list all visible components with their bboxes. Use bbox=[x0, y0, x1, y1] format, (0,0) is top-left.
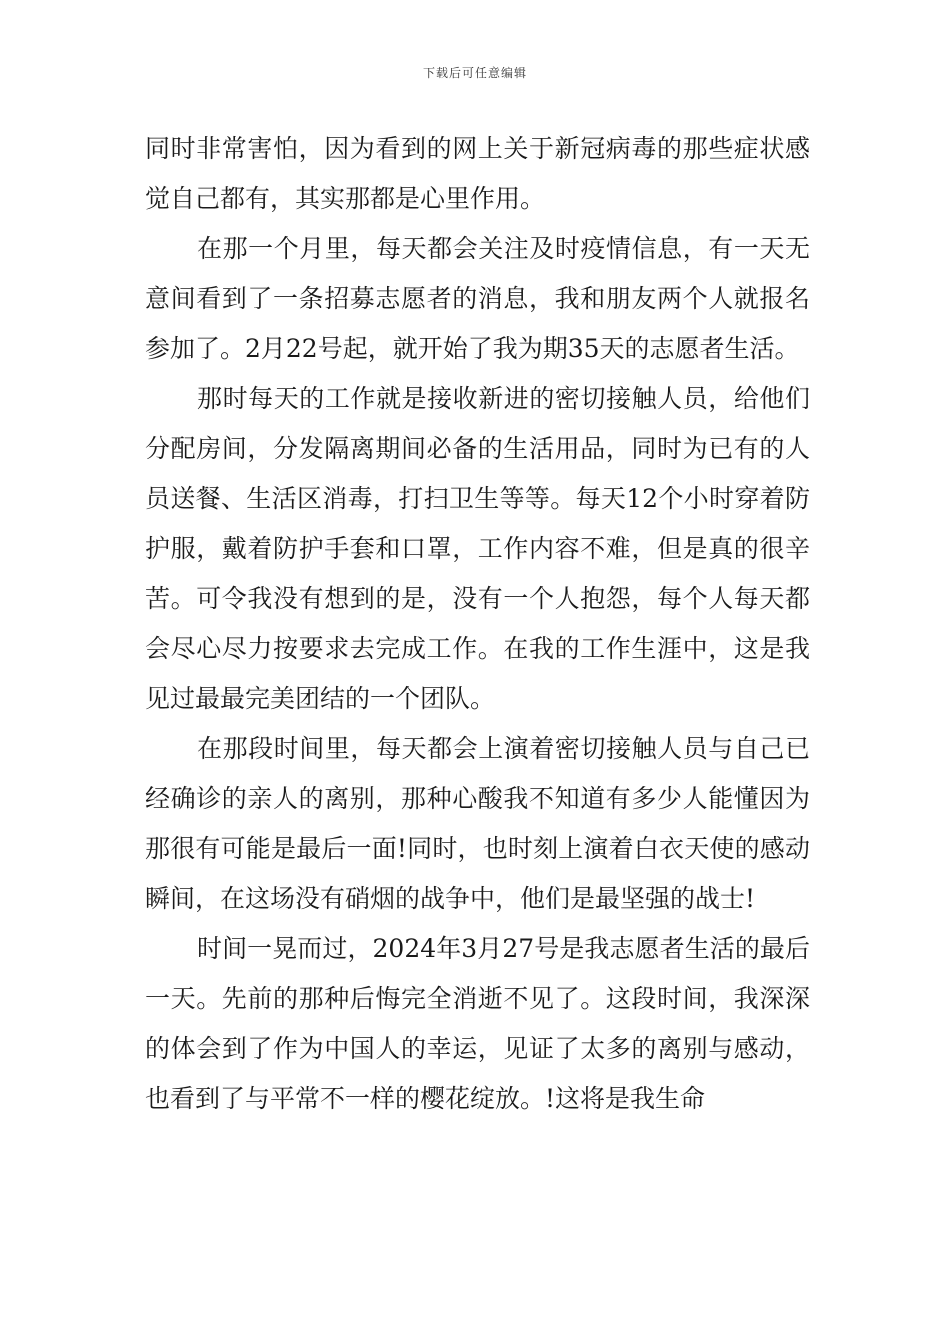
page-header: 下载后可任意编辑 bbox=[422, 66, 527, 80]
paragraph: 那时每天的工作就是接收新进的密切接触人员，给他们分配房间，分发隔离期间必备的生活用品，同时为已有的人员送餐、生活区消毒，打扫卫生等等。每天12个小时穿着防护服，戴着防护手套和口罩，工作内容不难，但是真的很辛苦。可令我没有想到的是，没有一个人抱怨，每个人每天都会尽心尽力按要求去完成工作。在我的工作生涯中，这是我见过最最完美团结的一个团队。 bbox=[145, 384, 810, 713]
paragraph: 在那一个月里，每天都会关注及时疫情信息，有一天无意间看到了一条招募志愿者的消息，我和朋友两个人就报名参加了。2月22号起，就开始了我为期35天的志愿者生活。 bbox=[145, 234, 810, 363]
document-body bbox=[145, 124, 810, 1124]
paragraph: 同时非常害怕，因为看到的网上关于新冠病毒的那些症状感觉自己都有，其实那都是心里作用。 bbox=[145, 134, 810, 213]
paragraph: 时间一晃而过，2024年3月27号是我志愿者生活的最后一天。先前的那种后悔完全消逝不见了。这段时间，我深深的体会到了作为中国人的幸运，见证了太多的离别与感动，也看到了与平常不一样的樱花绽放。!这将是我生命 bbox=[145, 934, 810, 1113]
paragraph: 在那段时间里，每天都会上演着密切接触人员与自己已经确诊的亲人的离别，那种心酸我不知道有多少人能懂因为那很有可能是最后一面!同时，也时刻上演着白衣天使的感动瞬间，在这场没有硝烟的战争中，他们是最坚强的战士! bbox=[145, 734, 810, 913]
